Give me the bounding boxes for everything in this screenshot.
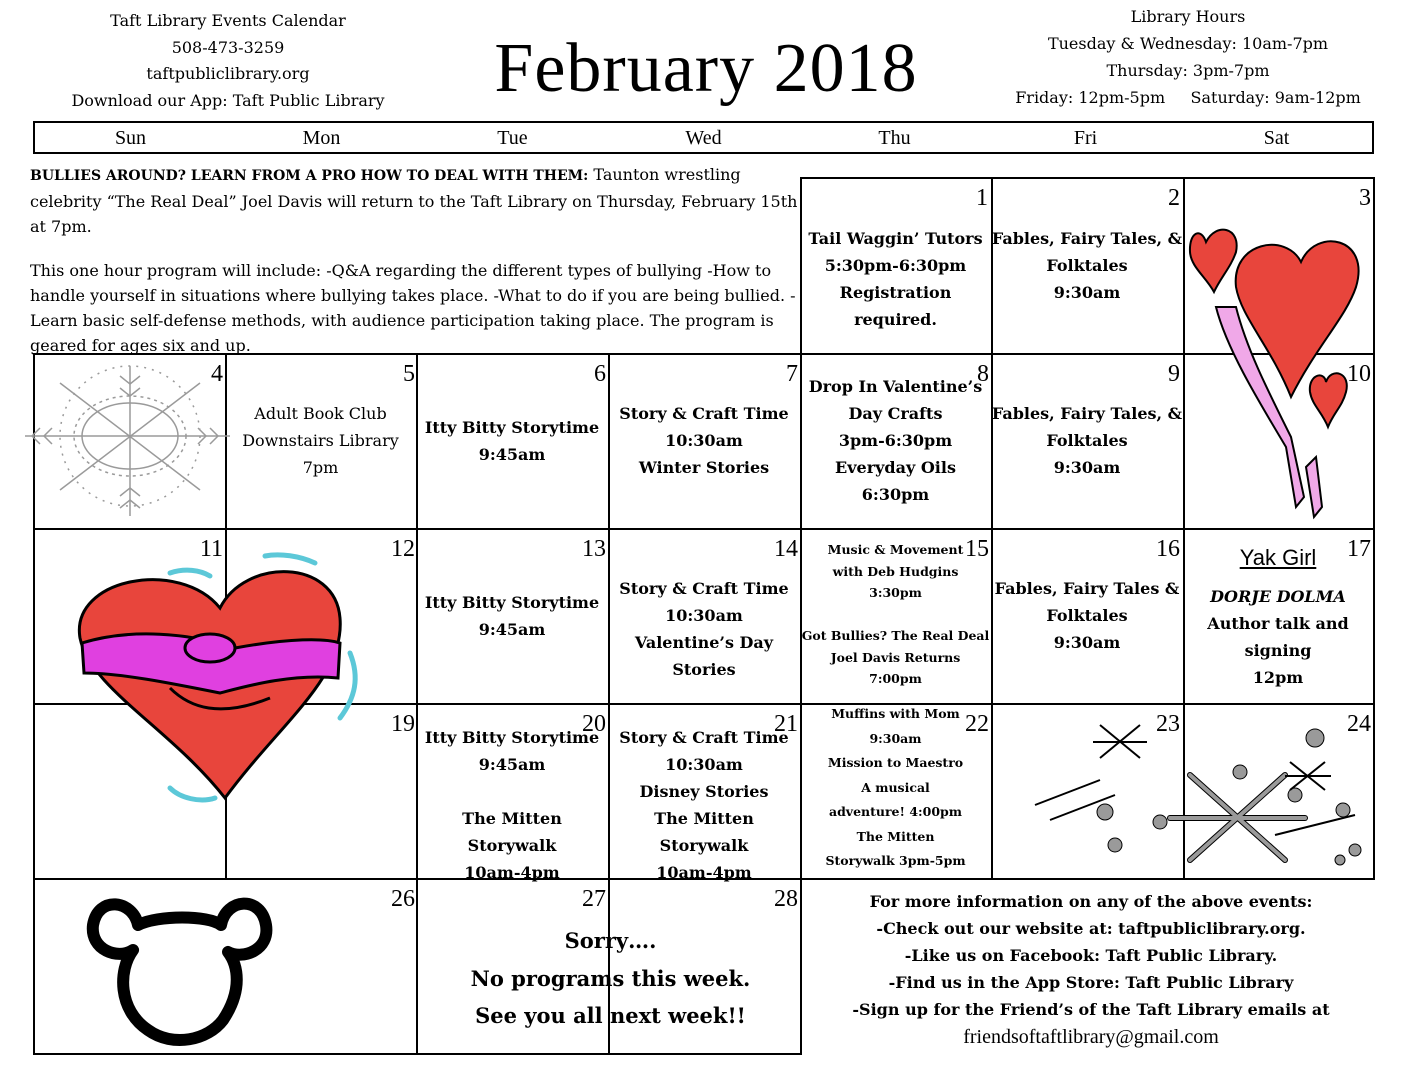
day-number: 4 [211,361,223,387]
event-line: Joel Davis Returns [830,649,961,665]
event-line: Muffins with Mom [831,706,960,721]
event-spacer [416,778,608,805]
day-number: 11 [199,536,223,562]
event-line: Folktales [1046,431,1128,450]
event-line: 10:30am [665,606,743,625]
day-number: 17 [1347,536,1371,562]
event-line: Storywalk 3pm-5pm [825,853,966,868]
more-info-block [808,888,1374,1051]
phone-number: 508-473-3259 [171,37,285,57]
event-line: Story & Craft Time [619,728,789,747]
event-line: Itty Bitty Storytime [424,593,600,612]
event-line: 9:30am [1053,458,1121,477]
library-contact-block [30,8,426,114]
friends-email: friendsoftaftlibrary@gmail.com [963,1026,1219,1048]
event-line: 9:30am [1053,283,1121,302]
mouse-ears-icon [78,880,278,1050]
event-line: The Mitten [856,828,935,844]
day-5-events [225,400,416,481]
day-14-events [603,575,805,683]
day-number: 9 [1168,361,1180,387]
website: taftpubliclibrary.org [146,64,310,83]
snowflake-wreath-icon [20,358,235,523]
event-line: Folktales [1046,256,1128,275]
event-line: Fables, Fairy Tales, & [991,229,1183,248]
hours-title: Library Hours [1130,7,1246,26]
event-line: Itty Bitty Storytime [424,418,600,437]
event-line: A musical [861,779,930,795]
day-number: 8 [977,361,989,387]
announcement-heading: BULLIES AROUND? LEARN FROM A PRO HOW TO DEAL WITH THEM: [30,168,589,184]
day-number: 1 [976,185,988,211]
hours-thu: Thursday: 3pm-7pm [1106,61,1270,80]
event-line: Downstairs Library [242,431,399,450]
event-line: 10am-4pm [656,863,752,882]
announcement-details: Taunton wrestling celebrity “The Real Deal” Joel Davis will return to the Taft Library on Thursday, February 15th at 7pm. [30,165,798,236]
info-line: -Check out our website at: taftpubliclibrary.org. [876,919,1306,938]
day-number: 24 [1347,711,1371,737]
event-line: Fables, Fairy Tales, & [991,404,1183,423]
event-line: 9:45am [478,755,546,774]
event-line: Registration required. [839,283,952,329]
day-number: 5 [403,361,415,387]
event-line: 6:30pm [861,485,930,504]
day-number: 15 [965,536,989,562]
event-line: 3:30pm [869,585,922,600]
weekday-tue: Tue [497,127,528,149]
event-line: Tail Waggin’ Tutors [808,229,983,248]
weekday-sun: Sun [114,127,147,149]
event-line: adventure! 4:00pm [828,804,963,819]
day-number: 3 [1359,185,1371,211]
day-number: 2 [1168,185,1180,211]
weekday-thu: Thu [878,127,911,149]
snowflakes-icon [1025,710,1375,870]
event-line: 7pm [302,458,339,477]
calendar-name: Taft Library Events Calendar [110,11,346,30]
day-number: 20 [582,711,606,737]
library-hours-block [1000,3,1376,111]
info-line: For more information on any of the above events: [869,892,1313,911]
weekday-wed: Wed [685,127,722,149]
day-number: 14 [774,536,798,562]
notice-line: Sorry…. [564,928,657,953]
day-number: 26 [391,886,415,912]
day-number: 27 [582,886,606,912]
weekday-fri: Fri [1073,127,1098,149]
day-17-events [1183,543,1373,691]
heart-gift-box-icon [70,548,370,813]
day-number: 21 [774,711,798,737]
event-line: 12pm [1252,668,1304,687]
day-1-events [800,225,991,333]
day-number: 12 [391,536,415,562]
event-line: Story & Craft Time [619,579,789,598]
no-programs-notice [418,922,803,1035]
weekday-mon: Mon [302,127,341,149]
event-line: Drop In Valentine’s [808,377,983,396]
notice-line: See you all next week!! [475,1003,746,1028]
event-line: The Mitten Storywalk [462,809,562,855]
event-line: Everyday Oils [835,458,956,477]
event-line: The Mitten Storywalk [654,809,754,855]
event-line: Adult Book Club [254,404,387,423]
event-line: 7:00pm [869,671,922,686]
hours-tue-wed: Tuesday & Wednesday: 10am-7pm [1047,34,1329,53]
weekday-header [33,121,1374,154]
event-line: with Deb Hudgins [832,563,959,579]
event-line: 10:30am [665,431,743,450]
author-event-title: Yak Girl [1239,545,1317,570]
app-download-note: Download our App: Taft Public Library [71,90,385,110]
event-line: signing [1244,641,1312,660]
event-line: 10am-4pm [464,863,560,882]
day-8-events [800,373,991,508]
event-line: Winter Stories [638,458,770,477]
bullies-announcement [30,162,800,377]
hearts-icon [1186,207,1376,527]
day-22-events [800,702,991,874]
day-15-events [800,536,991,690]
event-line: Folktales [1046,606,1128,625]
day-number: 7 [786,361,798,387]
event-line: Day Crafts [848,404,943,423]
day-16-events [991,575,1183,656]
event-line: Fables, Fairy Tales & [994,579,1180,598]
day-2-events [991,225,1183,306]
event-line: 9:30am [1053,633,1121,652]
event-line: Music & Movement [827,542,964,557]
notice-line: No programs this week. [470,965,751,991]
weekday-sat: Sat [1263,127,1290,149]
day-13-events [416,589,608,643]
event-line: 3pm-6:30pm [838,431,953,450]
day-number: 19 [391,711,415,737]
day-number: 13 [582,536,606,562]
day-21-events [608,724,800,886]
event-line: 9:45am [478,445,546,464]
event-line: Valentine’s Day Stories [634,633,774,679]
day-number: 16 [1156,536,1180,562]
event-line: 5:30pm-6:30pm [824,256,967,275]
info-line: -Find us in the App Store: Taft Public Library [888,973,1294,992]
event-line: Itty Bitty Storytime [424,728,600,747]
event-line: Got Bullies? The Real Deal [801,628,990,643]
info-line: -Sign up for the Friend’s of the Taft Library emails at [852,1000,1330,1019]
day-number: 28 [774,886,798,912]
day-6-events [416,414,608,468]
day-number: 22 [965,711,989,737]
day-20-events [416,724,608,886]
event-line: 9:45am [478,620,546,639]
day-7-events [608,400,800,481]
event-line: 10:30am [665,755,743,774]
hours-fri-sat: Friday: 12pm-5pm Saturday: 9am-12pm [1015,88,1361,107]
announcement-program: This one hour program will include: -Q&A regarding the different types of bullying -How to handle yourself in situations where bullying takes place. -What to do if you are being bullied. -Learn basic self-defense methods, with audience participation taking place. The program is geared for ages six and up. [30,261,796,355]
day-number: 6 [594,361,606,387]
event-line: Story & Craft Time [619,404,789,423]
page-title: February 2018 [494,30,918,107]
event-line: Author talk and [1207,614,1349,633]
author-name: DORJE DOLMA [1210,587,1346,606]
day-9-events [991,400,1183,481]
event-line: Mission to Maestro [827,755,964,770]
info-line: -Like us on Facebook: Taft Public Library. [904,946,1278,965]
day-number: 23 [1156,711,1180,737]
event-line: 9:30am [869,730,922,746]
day-number: 10 [1347,361,1371,387]
event-line: Disney Stories [639,782,769,801]
event-spacer [800,604,991,626]
